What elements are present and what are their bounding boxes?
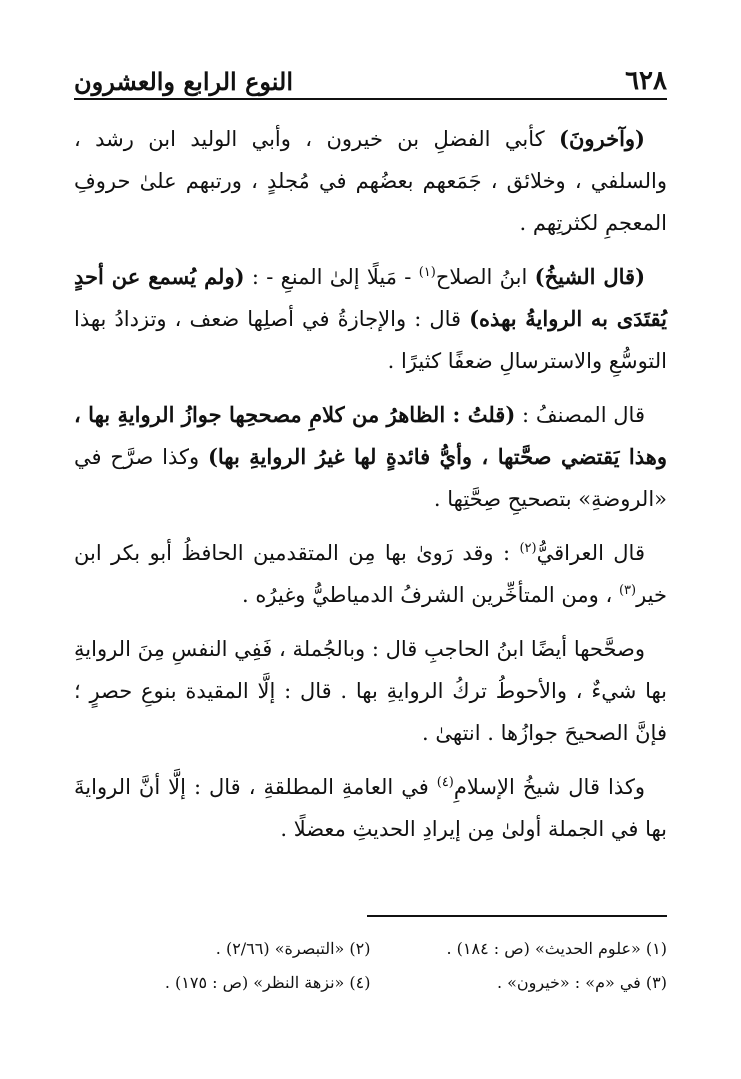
paragraph-text: قال : والإجازةُ في أصلِها ضعف ، وتزدادُ بهذا التوسُّعِ والاسترسالِ ضعفًا كثيرًا . bbox=[74, 307, 667, 373]
footnote-rule bbox=[367, 915, 667, 917]
footnote-3: (٣) في «م» : «خيرون» . bbox=[496, 973, 667, 992]
page-body bbox=[74, 118, 667, 862]
paragraph-text: ، ومن المتأخِّرين الشرفُ الدمياطيُّ وغيرُه . bbox=[242, 583, 619, 607]
footnotes bbox=[74, 932, 667, 1000]
footnote-2: (٢) «التبصرة» (٢/٦٦) . bbox=[215, 939, 371, 958]
running-title: النوع الرابع والعشرون bbox=[74, 67, 294, 96]
paragraph-text: وصحَّحها أيضًا ابنُ الحاجبِ قال : وبالجُملة ، فَفِي النفسِ مِنَ الروايةِ بها شيءٌ ، والأحوطُ تركُ الروايةِ بها . قال : إلَّا المقيدة بنوعِ حصرٍ ؛ فإنَّ الصحيحَ جوازُها . انتهىٰ . bbox=[74, 637, 667, 745]
paragraph-text: وكذا صرَّح في «الروضةِ» بتصحيحِ صِحَّتِها . bbox=[74, 445, 667, 511]
paragraph-text: وكذا قال شيخُ الإسلامِ bbox=[453, 775, 645, 799]
bold-term: (قال الشيخُ) bbox=[534, 264, 646, 289]
footnote-1: (١) «علوم الحديث» (ص : ١٨٤) . bbox=[446, 939, 667, 958]
paragraph-4 bbox=[74, 532, 667, 616]
footnote-row bbox=[74, 932, 667, 966]
paragraph-text: قال العراقيُّ bbox=[536, 541, 645, 565]
paragraph-text: : وقد رَوىٰ بها مِن المتقدمين الحافظُ أبو بكر ابن خير bbox=[74, 541, 667, 607]
footnote-ref-4[interactable]: (٤) bbox=[436, 775, 454, 790]
bold-term: (وآخرونَ) bbox=[559, 126, 645, 151]
paragraph-3 bbox=[74, 394, 667, 520]
paragraph-text: - مَيلًا إلىٰ المنعِ - : bbox=[244, 265, 419, 289]
bold-quote: (ولم يُسمع عن أحدٍ يُقتَدَى به الروايةُ بهذه) bbox=[74, 264, 667, 331]
footnote-row bbox=[74, 966, 667, 1000]
footnote-4: (٤) «نزهة النظر» (ص : ١٧٥) . bbox=[164, 973, 371, 992]
paragraph-1 bbox=[74, 118, 667, 244]
page-number: ٦٢٨ bbox=[625, 66, 667, 96]
paragraph-6 bbox=[74, 766, 667, 850]
paragraph-2 bbox=[74, 256, 667, 382]
footnote-ref-3[interactable]: (٣) bbox=[618, 583, 637, 598]
paragraph-text: كأبي الفضلِ بن خيرون ، وأبي الوليد ابن رشد ، والسلفي ، وخلائق ، جَمَعهم بعضُهم في مُجلدٍ ، ورتبهم علىٰ حروفِ المعجمِ لكثرتِهم . bbox=[74, 127, 667, 235]
paragraph-text: في العامةِ المطلقةِ ، قال : إلَّا أنَّ الروايةَ بها في الجملة أولىٰ مِن إيرادِ الحديثِ معضلًا . bbox=[74, 775, 667, 841]
page-header bbox=[74, 56, 667, 96]
footnote-ref-2[interactable]: (٢) bbox=[519, 541, 537, 556]
bold-quote: (قلتُ : الظاهرُ من كلامِ مصححِها جوازُ الروايةِ بها ، وهذا يَقتضي صحَّتها ، وأيُّ فائدةٍ لها غيرُ الروايةِ بها) bbox=[74, 402, 667, 469]
footnote-ref-1[interactable]: (١) bbox=[418, 265, 436, 280]
header-rule bbox=[74, 98, 667, 100]
paragraph-text: قال المصنفُ : bbox=[515, 403, 645, 427]
paragraph-5 bbox=[74, 628, 667, 754]
paragraph-text: ابنُ الصلاح bbox=[435, 265, 535, 289]
